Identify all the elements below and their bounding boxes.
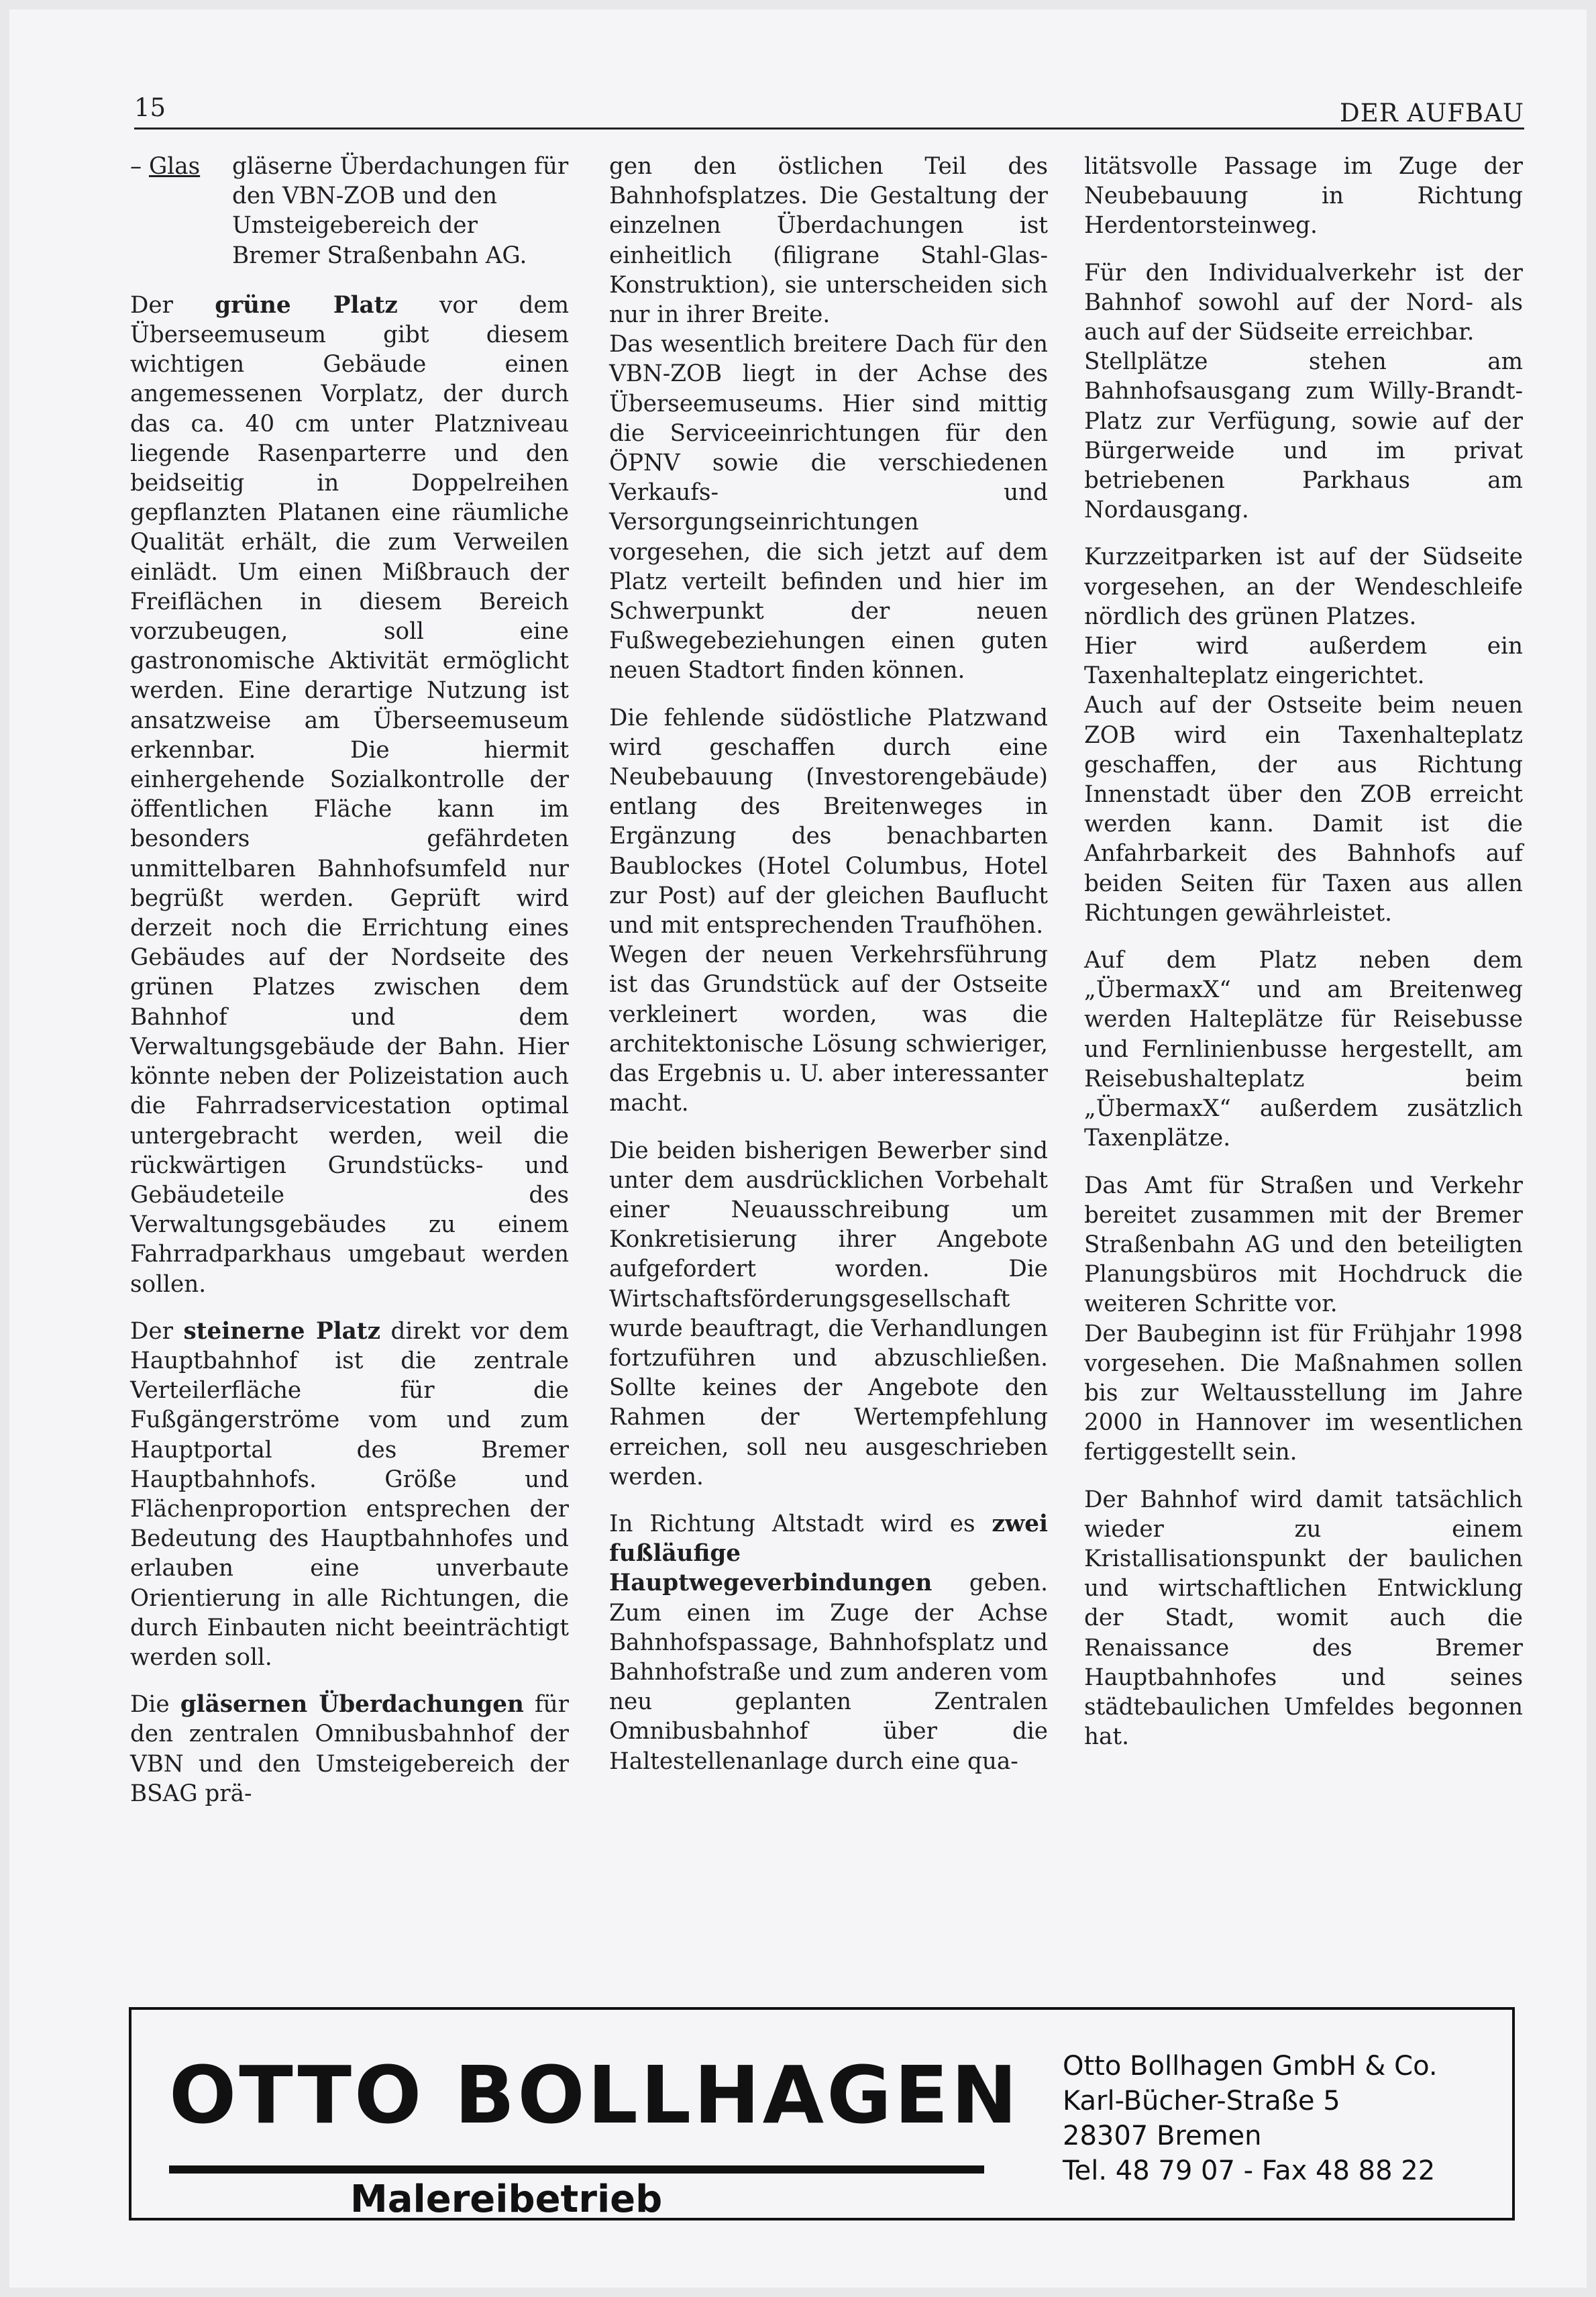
text-column-3 xyxy=(1084,152,1523,1769)
paragraph: Kurzzeitparken ist auf der Südseite vorgesehen, an der Wendeschleife nördlich des grünen Platzes. xyxy=(1084,544,1523,630)
paragraph-hauptwegeverbindungen: In Richtung Altstadt wird es zwei fußläufige Hauptwegeverbindungen geben. Zum einen im Zuge der Achse Bahnhofspassage, Bahnhofsplatz und Bahnhofstraße und zum anderen vom neu geplanten Zentralen Omnibusbahnhof über die Haltestellenanlage durch eine qua- xyxy=(609,1510,1048,1775)
term-hauptwegeverbindungen: zwei fußläufige Hauptwegeverbindungen xyxy=(609,1510,1048,1597)
company-address xyxy=(1063,2049,1438,2188)
paragraph: Die fehlende südöstliche Platzwand wird geschaffen durch eine Neubebauung (Investorengebäude) entlang des Breitenweges in Ergänzung des benachbarten Baublockes (Hotel Columbus, Hotel zur Post) auf der gleichen Bauflucht und mit entsprechenden Traufhöhen. xyxy=(609,704,1048,939)
term-steinerne-platz: steinerne Platz xyxy=(183,1317,380,1345)
text-column-2 xyxy=(609,152,1048,1794)
logo-wordmark: OTTO BOLLHAGEN xyxy=(169,2049,1020,2141)
paragraph: Wegen der neuen Verkehrsführung ist das Grundstück auf der Ostseite verkleinert worden, was die architektonische Lösung schwieriger, das Ergebnis u. U. aber interessanter macht. xyxy=(609,941,1048,1117)
address-line-city: 28307 Bremen xyxy=(1063,2121,1262,2151)
page-number: 15 xyxy=(134,93,166,122)
paragraph: Der Baubeginn ist für Frühjahr 1998 vorgesehen. Die Maßnahmen sollen bis zur Weltausstellung im Jahre 2000 in Hannover im wesentlichen fertiggestellt sein. xyxy=(1084,1320,1523,1466)
glas-description: gläserne Überdachungen für den VBN-ZOB und den Umsteigebereich der Bremer Straßenbahn AG. xyxy=(232,153,569,269)
paragraph: Das wesentlich breitere Dach für den VBN-ZOB liegt in der Achse des Überseemuseums. Hier sind mittig die Serviceeinrichtungen für den ÖPNV sowie die verschiedenen Verkaufs- und Versorgungseinrichtungen vorgesehen, die sich jetzt auf dem Platz verteilt befinden und hier im Schwerpunkt der neuen Fußwegebeziehungen einen guten neuen Stadtort finden können. xyxy=(609,331,1048,684)
paragraph: Für den Individualverkehr ist der Bahnhof sowohl auf der Nord- als auch auf der Südseite erreichbar. xyxy=(1084,259,1523,346)
address-line-street: Karl-Bücher-Straße 5 xyxy=(1063,2086,1340,2116)
logo-subtitle: Malereibetrieb xyxy=(350,2178,663,2221)
glas-label xyxy=(130,152,232,270)
address-line-phone: Tel. 48 79 07 - Fax 48 88 22 xyxy=(1063,2155,1436,2186)
text-column-1 xyxy=(130,152,569,1826)
paragraph: gen den östlichen Teil des Bahnhofsplatzes. Die Gestaltung der einzelnen Überdachungen ist einheitlich (filigrane Stahl-Glas-Konstruktion), sie unterscheiden sich nur in ihrer Breite. xyxy=(609,153,1048,329)
paragraph: Die beiden bisherigen Bewerber sind unter dem ausdrücklichen Vorbehalt einer Neuausschreibung um Konkretisierung ihrer Angebote aufgefordert worden. Die Wirtschaftsförderungsgesellschaft wurde beauftragt, die Verhandlungen fortzuführen und abzuschließen. Sollte keines der Angebote den Rahmen der Wertempfehlung erreichen, soll neu ausgeschrieben werden. xyxy=(609,1137,1048,1490)
paragraph: Der Bahnhof wird damit tatsächlich wieder zu einem Kristallisationspunkt der baulichen und wirtschaftlichen Entwicklung der Stadt, womit auch die Renaissance des Bremer Hauptbahnhofes und seines städtebaulichen Umfeldes begonnen hat. xyxy=(1084,1486,1523,1751)
paragraph: litätsvolle Passage im Zuge der Neubebauung in Richtung Herdentorsteinweg. xyxy=(1084,153,1523,240)
paragraph-steinerne-platz: Der steinerne Platz direkt vor dem Hauptbahnhof ist die zentrale Verteilerfläche für die Fußgängerströme vom und zum Hauptportal des Bremer Hauptbahnhofs. Größe und Flächenproportion entsprechen der Bedeutung des Hauptbahnhofes und erlauben eine unverbaute Orientierung in alle Richtungen, die durch Einbauten nicht beeinträchtigt werden soll. xyxy=(130,1317,569,1671)
logo-underline xyxy=(169,2165,984,2174)
glas-list-item xyxy=(130,152,569,270)
paragraph: Stellplätze stehen am Bahnhofsausgang zum Willy-Brandt-Platz zur Verfügung, sowie auf der Bürgerweide und im privat betriebenen Parkhaus am Nordausgang. xyxy=(1084,348,1523,524)
paragraph-glaeserne-ueberdachungen: Die gläsernen Überdachungen für den zentralen Omnibusbahnhof der VBN und den Umsteigebereich der BSAG prä- xyxy=(130,1691,569,1807)
paragraph: Hier wird außerdem ein Taxenhalteplatz eingerichtet. xyxy=(1084,633,1523,690)
advertisement-box xyxy=(129,2007,1515,2221)
page-header xyxy=(134,89,1524,130)
paragraph: Auch auf der Ostseite beim neuen ZOB wird ein Taxenhalteplatz geschaffen, der aus Richtung Innenstadt über den ZOB erreicht werden kann. Damit ist die Anfahrbarkeit des Bahnhofs auf beiden Seiten für Taxen aus allen Richtungen gewährleistet. xyxy=(1084,692,1523,927)
term-gruener-platz: grüne Platz xyxy=(215,291,398,319)
company-logo xyxy=(169,2049,1115,2221)
paragraph: Auf dem Platz neben dem „ÜbermaxX“ und am Breitenweg werden Halteplätze für Reisebusse und Fernlinienbusse hergestellt, am Reisebushalteplatz beim „ÜbermaxX“ außerdem zusätzlich Taxenplätze. xyxy=(1084,947,1523,1152)
page xyxy=(9,9,1587,2288)
paragraph: Das Amt für Straßen und Verkehr bereitet zusammen mit der Bremer Straßenbahn AG und den beteiligten Planungsbüros mit Hochdruck die weiteren Schritte vor. xyxy=(1084,1172,1523,1318)
address-line-company: Otto Bollhagen GmbH & Co. xyxy=(1063,2051,1438,2082)
glas-dash: – xyxy=(130,153,149,180)
section-title: DER AUFBAU xyxy=(1340,99,1524,127)
paragraph-gruener-platz: Der grüne Platz vor dem Überseemuseum gibt diesem wichtigen Gebäude einen angemessenen Vorplatz, der durch das ca. 40 cm unter Platzniveau liegende Rasenparterre und den beidseitig in Doppelreihen gepflanzten Platanen eine räumliche Qualität erhält, die zum Verweilen einlädt. Um einen Mißbrauch der Freiflächen in diesem Bereich vorzubeugen, soll eine gastronomische Aktivität ermöglicht werden. Eine derartige Nutzung ist ansatzweise am Überseemuseum erkennbar. Die hiermit einhergehende Sozialkontrolle der öffentlichen Fläche kann im besonders gefährdeten unmittelbaren Bahnhofsumfeld nur begrüßt werden. Geprüft wird derzeit noch die Errichtung eines Gebäudes auf der Nordseite des grünen Platzes zwischen dem Bahnhof und dem Verwaltungsgebäude der Bahn. Hier könnte neben der Polizeistation auch die Fahrradservicestation optimal untergebracht werden, weil die rückwärtigen Grundstücks- und Gebäudeteile des Verwaltungsgebäudes zu einem Fahrradparkhaus umgebaut werden sollen. xyxy=(130,291,569,1298)
glas-term: Glas xyxy=(148,153,201,180)
term-glaeserne-ueberdachungen: gläsernen Überdachungen xyxy=(180,1691,524,1719)
